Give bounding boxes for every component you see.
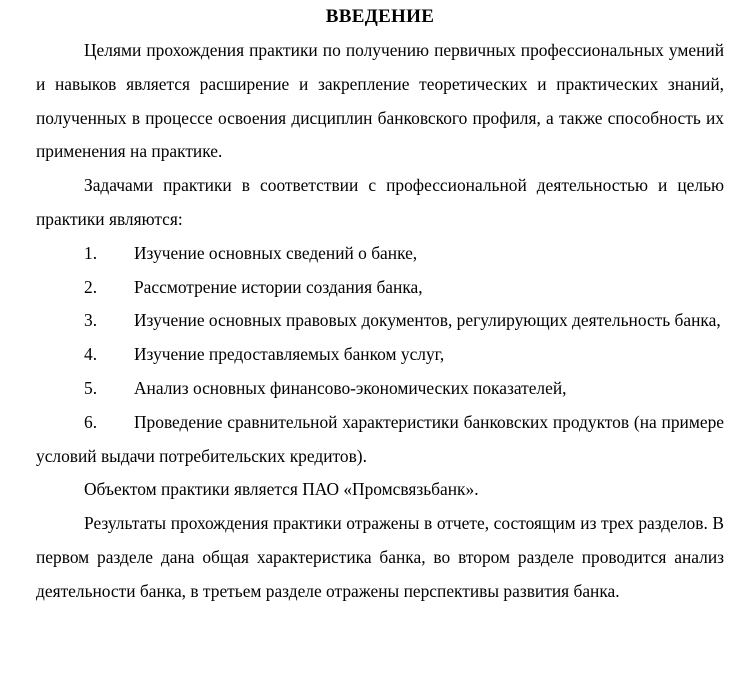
list-item-text: Изучение основных правовых документов, регулирующих деятельность банка,	[134, 310, 721, 331]
list-item-number: 5.	[84, 377, 98, 398]
list-item	[36, 406, 724, 474]
list-item-text: Изучение основных сведений о банке,	[134, 242, 418, 263]
tasks-intro-paragraph: Задачами практики в соответствии с профессиональной деятельностью и целью практики являются:	[36, 175, 724, 229]
list-item-text: Рассмотрение истории создания банка,	[134, 276, 423, 297]
document-page	[36, 0, 724, 609]
object-paragraph: Объектом практики является ПАО «Промсвязьбанк».	[84, 479, 479, 500]
list-item	[36, 271, 724, 305]
list-item	[36, 338, 724, 372]
list-item	[36, 372, 724, 406]
document-title: ВВЕДЕНИЕ	[325, 6, 435, 27]
list-item-number: 6.	[84, 411, 98, 432]
list-item-number: 4.	[84, 344, 98, 365]
goals-paragraph: Целями прохождения практики по получению первичных профессиональных умений и навыков является расширение и закрепление теоретических и практических знаний, полученных в процессе освоения дисциплин банковского профиля, а также способность их применения на практике.	[36, 40, 724, 162]
list-item	[36, 304, 724, 338]
list-item-number: 1.	[84, 242, 98, 263]
list-item-number: 3.	[84, 310, 98, 331]
list-item-text: Изучение предоставляемых банком услуг,	[134, 344, 445, 365]
list-item-text: Анализ основных финансово-экономических показателей,	[134, 377, 567, 398]
list-item-text: Проведение сравнительной характеристики банковских продуктов (на примере условий выдачи потребительских кредитов).	[36, 411, 724, 466]
tasks-list	[36, 237, 724, 474]
results-paragraph: Результаты прохождения практики отражены в отчете, состоящим из трех разделов. В первом разделе дана общая характеристика банка, во втором разделе проводится анализ деятельности банка, в третьем разделе отражены перспективы развития банка.	[36, 513, 724, 601]
list-item-number: 2.	[84, 276, 98, 297]
list-item	[36, 237, 724, 271]
